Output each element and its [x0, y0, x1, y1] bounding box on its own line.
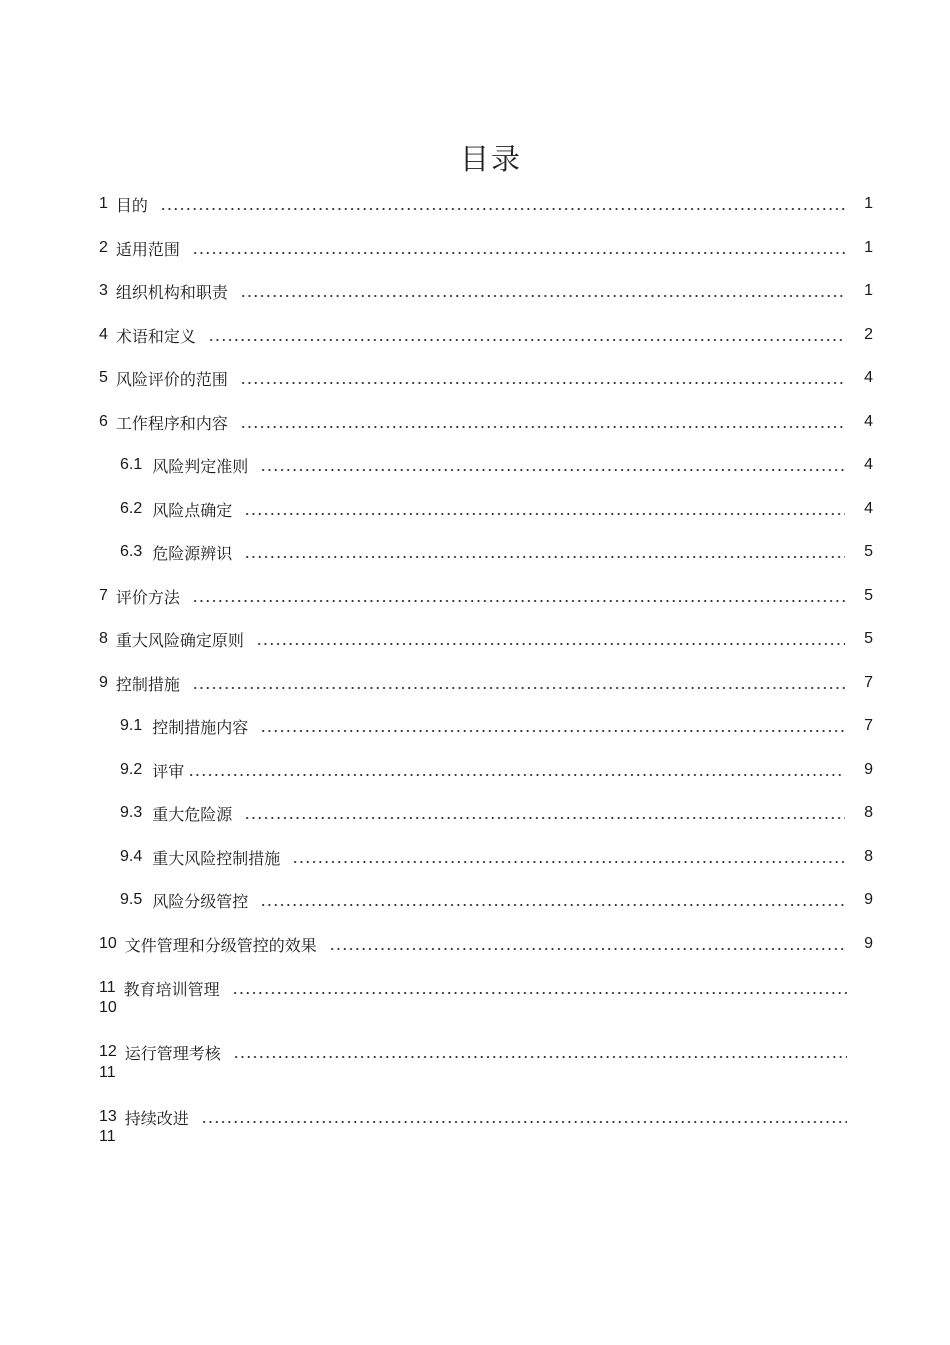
toc-subentry[interactable]: [120, 889, 873, 911]
dot-leader: [244, 817, 845, 819]
entry-number: 9.3: [120, 804, 143, 821]
dot-leader: [260, 904, 845, 906]
entry-label: 危险源辨识: [152, 543, 233, 563]
dot-leader: [188, 774, 845, 776]
entry-page: 5: [864, 587, 873, 604]
entry-number: 6.2: [120, 500, 143, 517]
dot-leader: [240, 295, 845, 297]
dot-leader: [240, 382, 845, 384]
entry-page: 9: [864, 761, 873, 778]
entry-page: 9: [864, 935, 873, 952]
entry-label: 术语和定义: [115, 326, 196, 346]
dot-leader: [292, 861, 845, 863]
dot-leader: [256, 643, 845, 645]
entry-label: 文件管理和分级管控的效果: [124, 935, 317, 955]
toc-subentry[interactable]: [120, 715, 873, 737]
entry-number: 3: [99, 282, 108, 299]
toc-entry[interactable]: [99, 193, 873, 215]
entry-label: 组织机构和职责: [115, 282, 228, 302]
dot-leader: [160, 208, 845, 210]
entry-page: 7: [864, 717, 873, 734]
dot-leader: [232, 992, 847, 994]
entry-page: 2: [864, 326, 873, 343]
dot-leader: [192, 600, 845, 602]
dot-leader: [260, 730, 845, 732]
toc-entry[interactable]: [99, 237, 873, 259]
dot-leader: [244, 513, 845, 515]
dot-leader: [208, 339, 845, 341]
dot-leader: [192, 687, 845, 689]
entry-label: 评审: [152, 761, 185, 781]
toc-subentry[interactable]: [120, 454, 873, 476]
entry-label: 重大风险确定原则: [115, 630, 244, 650]
toc-entry[interactable]: [99, 280, 873, 302]
entry-page: 1: [864, 239, 873, 256]
entry-number: 9: [99, 674, 108, 691]
dot-leader: [260, 469, 845, 471]
toc-entry[interactable]: [99, 324, 873, 346]
entry-label: 适用范围: [115, 239, 180, 259]
entry-page: 5: [864, 630, 873, 647]
toc-subentry[interactable]: [120, 802, 873, 824]
entry-label: 重大危险源: [152, 804, 233, 824]
dot-leader: [233, 1056, 847, 1058]
entry-page: 5: [864, 543, 873, 560]
toc-entry[interactable]: [99, 933, 873, 955]
entry-page: 11: [99, 1064, 116, 1081]
entry-number: 8: [99, 630, 108, 647]
toc-subentry[interactable]: [120, 759, 873, 781]
entry-number: 5: [99, 369, 108, 386]
entry-number: 9.1: [120, 717, 143, 734]
entry-page: 4: [864, 456, 873, 473]
entry-label: 重大风险控制措施: [152, 848, 281, 868]
entry-label: 风险判定准则: [152, 456, 249, 476]
dot-leader: [240, 426, 845, 428]
toc-entry[interactable]: [99, 1106, 873, 1128]
entry-label: 控制措施内容: [152, 717, 249, 737]
entry-page: 8: [864, 804, 873, 821]
entry-label: 控制措施: [115, 674, 180, 694]
entry-number: 9.4: [120, 848, 143, 865]
toc-entry[interactable]: [99, 1041, 873, 1063]
entry-number: 7: [99, 587, 108, 604]
entry-number: 6.3: [120, 543, 143, 560]
entry-number: 9.2: [120, 761, 143, 778]
entry-label: 风险分级管控: [152, 891, 249, 911]
entry-label: 风险评价的范围: [115, 369, 228, 389]
entry-label: 运行管理考核: [124, 1043, 221, 1063]
entry-number: 10: [99, 935, 117, 952]
toc-subentry[interactable]: [120, 846, 873, 868]
dot-leader: [201, 1121, 847, 1123]
entry-number: 2: [99, 239, 108, 256]
toc-entry[interactable]: [99, 977, 873, 999]
dot-leader: [244, 556, 845, 558]
toc-entry[interactable]: [99, 672, 873, 694]
entry-number: 6: [99, 413, 108, 430]
entry-page: 4: [864, 413, 873, 430]
entry-label: 持续改进: [124, 1108, 189, 1128]
entry-label: 评价方法: [115, 587, 180, 607]
entry-number: 11: [99, 979, 116, 996]
entry-page: 9: [864, 891, 873, 908]
entry-number: 9.5: [120, 891, 143, 908]
entry-page: 4: [864, 500, 873, 517]
entry-label: 目的: [115, 195, 148, 215]
entry-number: 13: [99, 1108, 117, 1125]
toc-entry[interactable]: [99, 367, 873, 389]
toc-entry[interactable]: [99, 411, 873, 433]
entry-page: 1: [864, 195, 873, 212]
entry-number: 1: [99, 195, 108, 212]
entry-page: 7: [864, 674, 873, 691]
entry-page: 1: [864, 282, 873, 299]
entry-label: 风险点确定: [152, 500, 233, 520]
toc-subentry[interactable]: [120, 541, 873, 563]
toc-entry[interactable]: [99, 628, 873, 650]
entry-page: 10: [99, 999, 117, 1016]
dot-leader: [329, 948, 845, 950]
entry-page: 8: [864, 848, 873, 865]
page-title: 目录: [459, 142, 522, 176]
entry-number: 4: [99, 326, 108, 343]
entry-number: 6.1: [120, 456, 143, 473]
entry-page: 4: [864, 369, 873, 386]
toc-entry[interactable]: [99, 585, 873, 607]
entry-label: 工作程序和内容: [115, 413, 228, 433]
dot-leader: [192, 252, 845, 254]
toc-subentry[interactable]: [120, 498, 873, 520]
entry-number: 12: [99, 1043, 117, 1060]
entry-page: 11: [99, 1128, 116, 1145]
entry-label: 教育培训管理: [123, 979, 220, 999]
